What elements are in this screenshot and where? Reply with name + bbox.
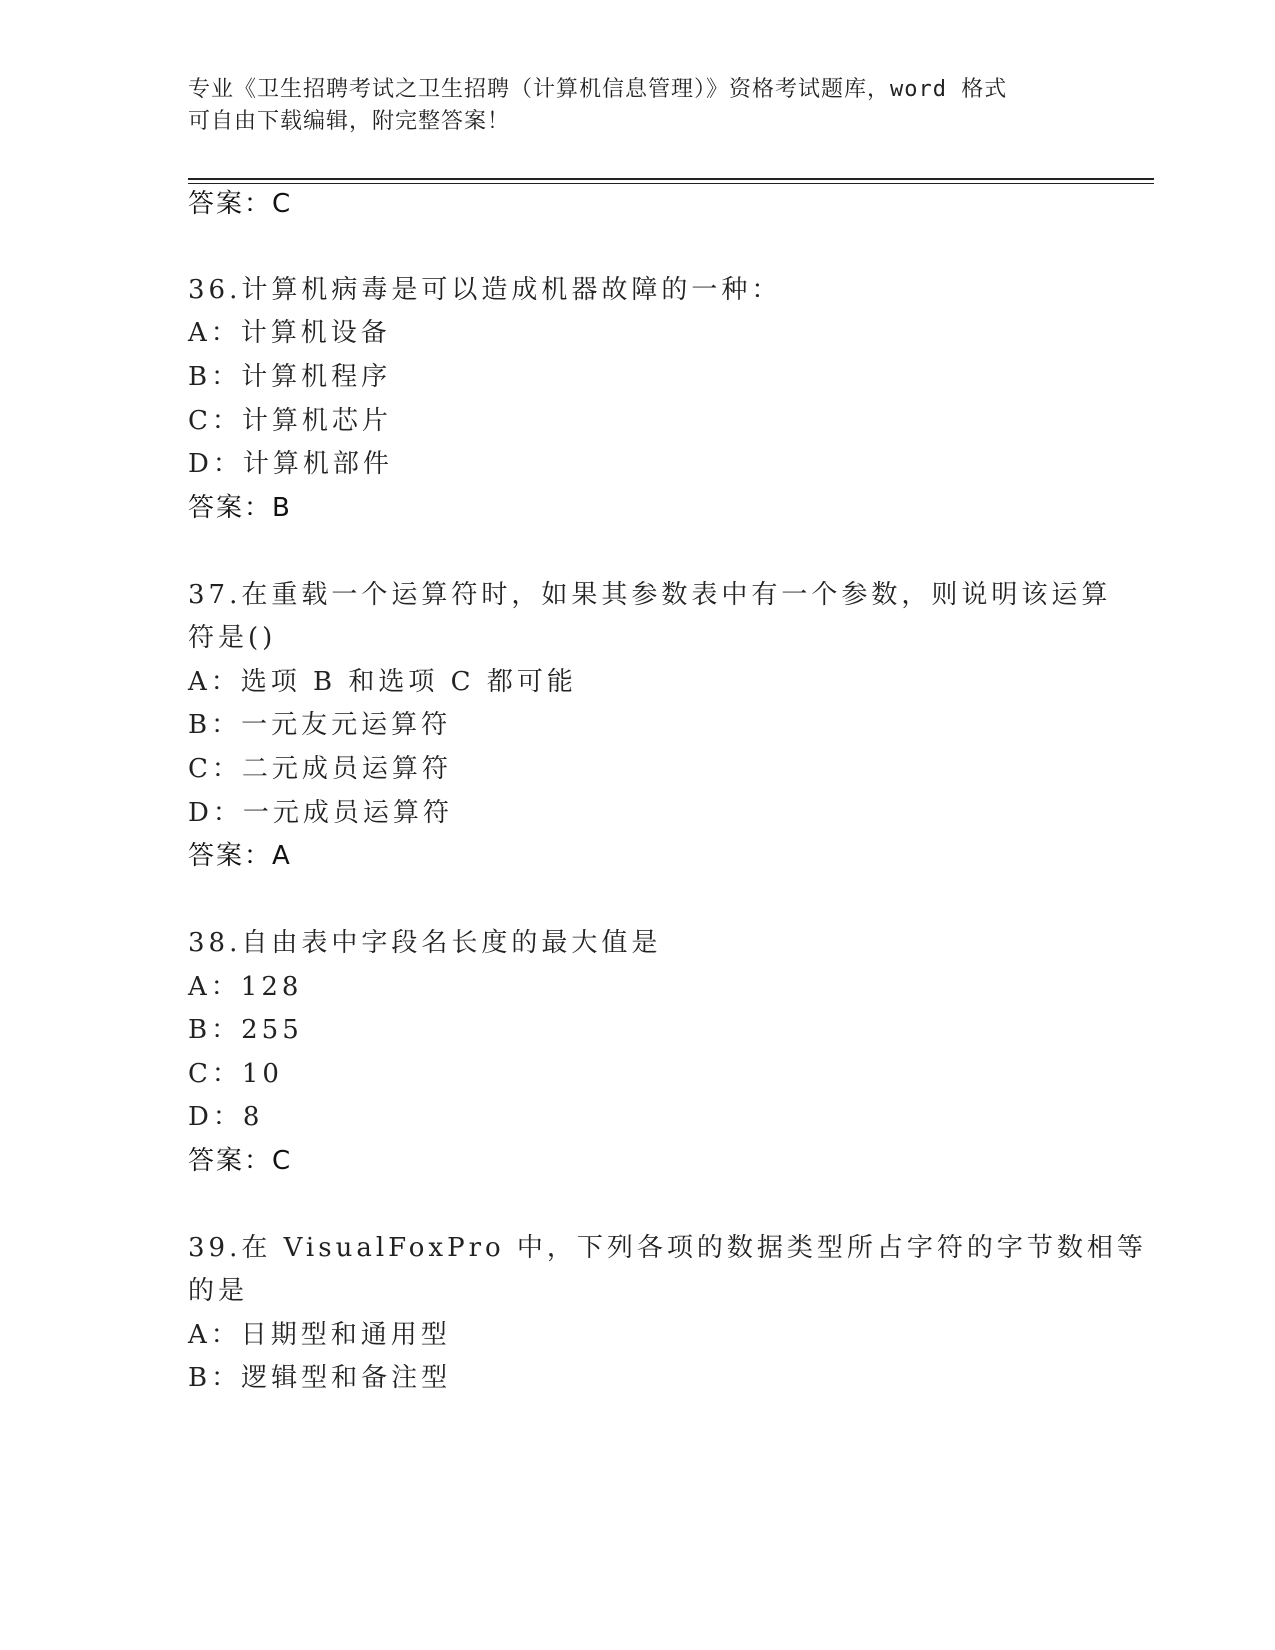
answer-value: C [272,189,292,219]
header-line-1: 专业《卫生招聘考试之卫生招聘（计算机信息管理）》资格考试题库，word 格式 [188,77,1008,102]
question-37-text-line-2: 符是() [188,623,277,653]
answer-label: 答案： [188,1146,273,1176]
question-36-option-b: B：计算机程序 [188,362,392,392]
question-38-option-d: D：8 [188,1102,264,1132]
answer-value: C [272,1146,292,1176]
question-36-option-d: D：计算机部件 [188,449,393,479]
question-36-option-c: C：计算机芯片 [188,406,392,436]
question-37-text-line-1: 37.在重载一个运算符时，如果其参数表中有一个参数，则说明该运算 [188,580,1112,610]
question-36-text: 36.计算机病毒是可以造成机器故障的一种： [188,275,782,305]
answer-value: A [272,841,291,871]
question-37-option-d: D：一元成员运算符 [188,798,453,828]
answer-35 [188,187,291,221]
answer-value: B [272,493,291,523]
header-divider-thin [188,183,1154,184]
answer-label: 答案： [188,189,273,219]
question-37-option-c: C：二元成员运算符 [188,754,452,784]
question-38-option-b: B：255 [188,1015,303,1045]
question-38-text: 38.自由表中字段名长度的最大值是 [188,928,662,958]
question-39-text-line-1: 39.在 VisualFoxPro 中，下列各项的数据类型所占字符的字节数相等 [188,1233,1147,1263]
question-39-option-a: A：日期型和通用型 [188,1320,451,1350]
question-38-option-a: A：128 [188,972,303,1002]
answer-label: 答案： [188,841,273,871]
question-39-option-b: B：逻辑型和备注型 [188,1363,452,1393]
answer-36 [188,491,291,525]
question-36-option-a: A：计算机设备 [188,318,391,348]
question-38-option-c: C：10 [188,1059,283,1089]
answer-label: 答案： [188,493,273,523]
question-37-option-b: B：一元友元运算符 [188,710,452,740]
answer-38 [188,1144,291,1178]
header-line-2: 可自由下载编辑，附完整答案！ [188,109,511,134]
question-37-option-a: A：选项 B 和选项 C 都可能 [188,667,577,697]
document-header [188,74,1088,138]
answer-37 [188,839,291,873]
question-39-text-line-2: 的是 [188,1276,249,1306]
header-divider-thick [188,178,1154,180]
